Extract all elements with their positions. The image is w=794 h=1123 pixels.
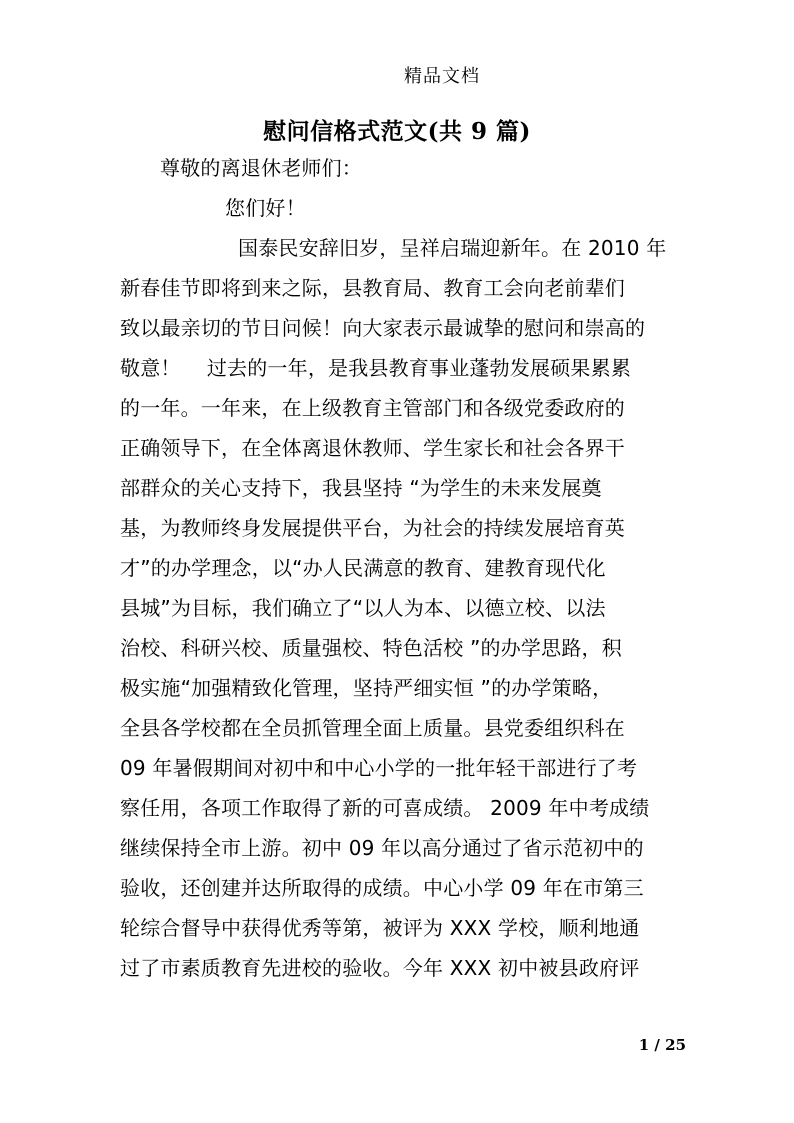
body-line: 国泰民安辞旧岁，呈祥启瑞迎新年。在 2010 年: [238, 236, 667, 260]
body-line: 治校、科研兴校、质量强校、特色活校 ”的办学思路，积: [120, 636, 622, 660]
body-line: 县城”为目标，我们确立了“以人为本、以德立校、以法: [120, 596, 606, 620]
document-body: [120, 148, 680, 988]
body-line: 09 年暑假期间对初中和中心小学的一批年轻干部进行了考: [120, 756, 638, 780]
body-line: 新春佳节即将到来之际，县教育局、教育工会向老前辈们: [120, 276, 625, 300]
body-line: 部群众的关心支持下，我县坚持 “为学生的未来发展奠: [120, 476, 602, 500]
body-line: 极实施“加强精致化管理，坚持严细实恒 ”的办学策略，: [120, 676, 613, 700]
body-line: 察任用，各项工作取得了新的可喜成绩。 2009 年中考成绩: [120, 796, 650, 820]
body-line: 过了市素质教育先进校的验收。今年 XXX 初中被县政府评: [120, 956, 640, 980]
document-header: 精品文档: [404, 66, 480, 87]
body-line: 继续保持全市上游。初中 09 年以高分通过了省示范初中的: [120, 836, 644, 860]
body-line: 您们好！: [225, 196, 306, 220]
body-line: 全县各学校都在全员抓管理全面上质量。县党委组织科在: [120, 716, 625, 740]
page-number-footer: 1 / 25: [638, 1036, 686, 1054]
body-line: 敬意！ 过去的一年，是我县教育事业蓬勃发展硕果累累: [120, 356, 632, 380]
body-line: 基，为教师终身发展提供平台，为社会的持续发展培育英: [120, 516, 625, 540]
body-line: 致以最亲切的节日问候！向大家表示最诚挚的慰问和崇高的: [120, 316, 646, 340]
body-line: 轮综合督导中获得优秀等第，被评为 XXX 学校，顺利地通: [120, 916, 640, 940]
body-line: 正确领导下，在全体离退休教师、学生家长和社会各界干: [120, 436, 625, 460]
body-line: 才”的办学理念，以“办人民满意的教育、建教育现代化: [120, 556, 606, 580]
body-line: 的一年。一年来，在上级教育主管部门和各级党委政府的: [120, 396, 625, 420]
body-line: 验收，还创建并达所取得的成绩。中心小学 09 年在市第三: [120, 876, 644, 900]
body-line: 尊敬的离退休老师们：: [160, 156, 362, 180]
page-title: 慰问信格式范文(共 9 篇): [263, 118, 531, 146]
